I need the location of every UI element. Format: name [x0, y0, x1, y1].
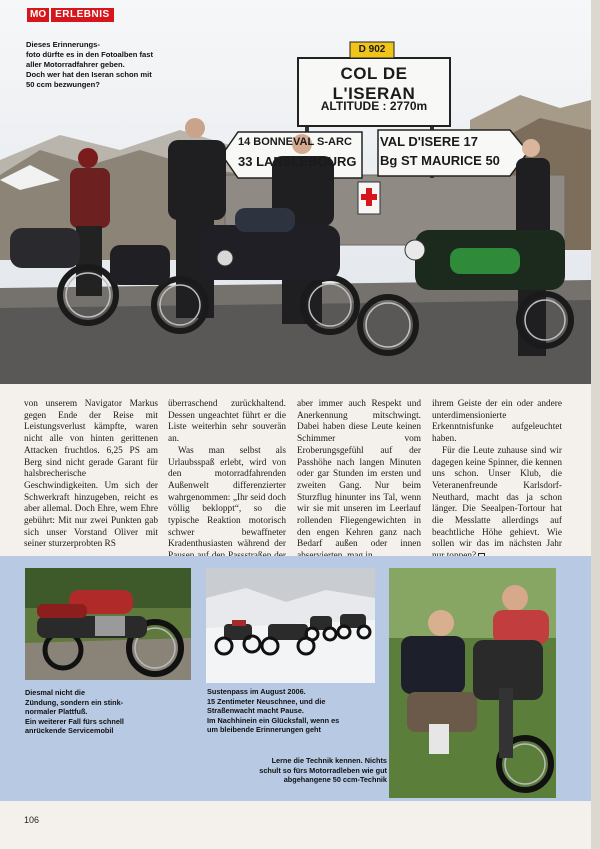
intro-line: foto dürfte es in den Fotoalben fast: [26, 50, 153, 59]
article-column-1: [24, 399, 158, 551]
intro-line: Dieses Erinnerungs-: [26, 40, 100, 49]
intro-line: 50 ccm bezwungen?: [26, 80, 100, 89]
paragraph-text: Für die Leute zuhause sind wir dagegen keine Spinner, die kennen uns schon. Unser Klub, die Veteranenfreunde Karlsdorf-Neuthard, macht das ja schon länger. Die Seealpen-Tortour hat die Messlatte allerdings auf beachtliche Höhe gehievt. Wie sollen wir das im nächsten Jahr: [432, 445, 562, 550]
paragraph: ihrem Geiste der ein oder andere unterdimensionierte Erkenntnisfunke aufgeleuchtet haben.: [432, 399, 562, 445]
caption-line: Ein weiterer Fall fürs schnell: [25, 716, 124, 726]
intro-line: Doch wer hat den Iseran schon mit: [26, 70, 152, 79]
caption-line: normaler Plattfuß.: [25, 707, 88, 717]
paragraph: [432, 446, 562, 563]
brand-label: MO: [27, 8, 49, 22]
left-sign-line1: 14 BONNEVAL S-ARC: [238, 136, 352, 148]
left-sign-line2: 33 LANSLEBOURG: [238, 154, 357, 169]
right-sign-line1: VAL D'ISERE 17: [380, 134, 478, 149]
caption-line: Im Nachhinein ein Glücksfall, wenn es: [207, 715, 340, 725]
intro-line: aller Motorradfahrer geben.: [26, 60, 125, 69]
caption-line: Lerne die Technik kennen. Nichts: [271, 756, 387, 765]
pass-name-sign: COL DE L'ISERAN: [332, 64, 416, 103]
road-number-sign: D 902: [358, 44, 386, 55]
photo-snow-pass: [206, 568, 375, 683]
caption-line: Zündung, sondern ein stink-: [25, 697, 124, 707]
page-number: 106: [24, 815, 40, 825]
paragraph: Was man selbst als Urlaubsspaß erlebt, wird von den motorradfahrenden Außenwelt differenzierter wahrgenommen: „Ihr seid doch völlig bekloppt“, so die typische Reaktion motorisch schwer bewaffneter Kradenthusiasten während der: [168, 445, 286, 550]
paragraph: überraschend zurückhaltend. Dessen ungeachtet führt er die Liste weiterhin sehr souverän an.: [168, 399, 286, 445]
caption-line: Diesmal nicht die: [25, 688, 86, 697]
caption-line: 15 Zentimeter Neuschnee, und die: [207, 696, 326, 706]
paragraph: von unserem Navigator Markus gegen Ende der Reise mit Leistungsverlust kämpfte, waren nicht alle von hinten gerittenen Attacken fruchtlos. 6,25 PS am Berg sind nicht gerade Garant für halsbrecherische Geschwindigkeiten. Um sich der Schwerkraft hinzugeben, reicht es aber allemal. Doch Ehre, wem Ehre gebührt: Mit nur zwei Punkten gab sich unser Vorstand Oliver mit seiner sturzerprobten RS: [24, 399, 158, 550]
paragraph: aber immer auch Respekt und Anerkennung mitschwingt. Dabei haben diese Leute keinen Schimmer vom Eroberungsgefühl auf der Passhöhe nach langen Minuten oder gar Stunden im ersten und zweiten Gang. Nur beim Sturzflug hinunter ins Tal, wenn wir sie mit unseren im Leerlauf rollenden Fliegengewichten in den engen Kehren ganz nach Bedarf außen oder innen: [297, 399, 421, 550]
right-sign-line2: Bg ST MAURICE 50: [380, 153, 500, 168]
photo-flat-tyre: [25, 568, 191, 680]
caption-line: Straßenwacht macht Pause.: [207, 706, 304, 716]
caption-flat-tyre: [25, 688, 195, 736]
section-label: ERLEBNIS: [51, 8, 114, 22]
section-tag: [27, 8, 114, 22]
altitude-sign: ALTITUDE : 2770m: [320, 99, 428, 113]
article-column-4: [432, 399, 562, 563]
article-column-3: [297, 399, 421, 563]
intro-caption: [26, 40, 166, 90]
caption-line: anrückende Servicemobil: [25, 726, 114, 736]
caption-line: Sustenpass im August 2006.: [207, 687, 306, 696]
caption-repair: [252, 756, 387, 785]
photo-repair: [389, 568, 556, 798]
caption-line: abgehangene 50 ccm-Technik: [283, 775, 387, 785]
caption-line: um bleibende Erinnerungen geht: [207, 725, 321, 735]
caption-snow-pass: [207, 687, 377, 735]
page-edge: [591, 0, 600, 849]
caption-line: schult so fürs Motorradleben wie gut: [259, 765, 387, 775]
